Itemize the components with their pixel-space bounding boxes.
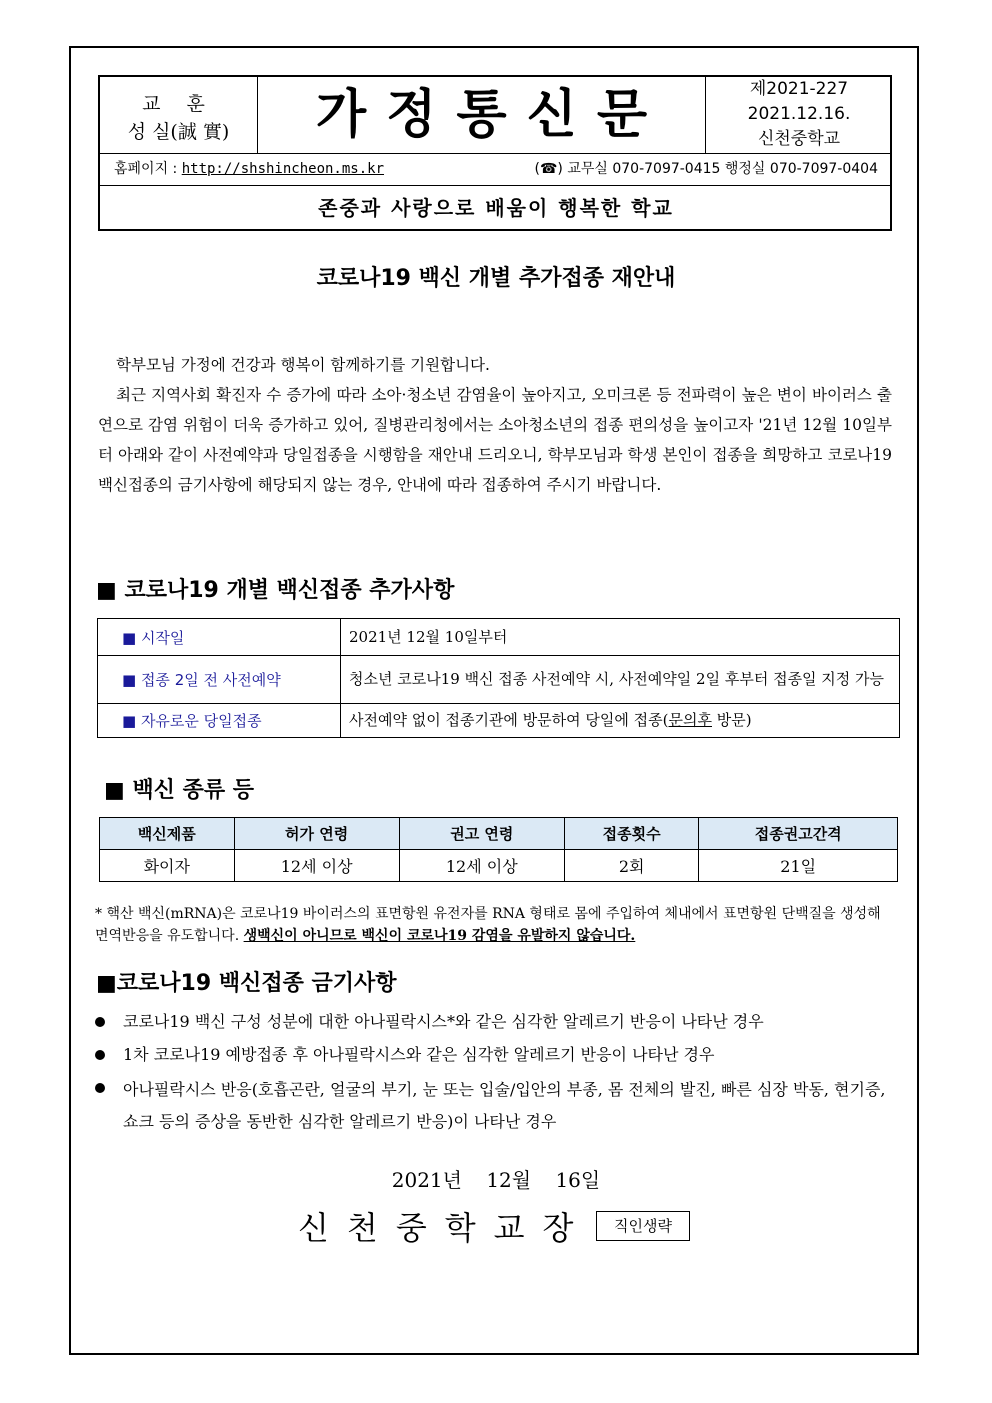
col-header: 권고 연령: [399, 818, 564, 850]
greeting-paragraph: 학부모님 가정에 건강과 행복이 함께하기를 기원합니다.: [116, 356, 490, 374]
document-number: 제2021-227: [749, 79, 849, 99]
note-text: * 핵산 백신(mRNA)은 코로나19 바이러스의 표면항원 유전자를 RNA 형태로 몸에 주입하여 체내에서 표면항원 단백질을 생성해 면역반응을 유도합니다.: [95, 906, 881, 944]
homepage: [114, 154, 384, 185]
row-value: 청소년 코로나19 백신 접종 사전예약 시, 사전예약일 2일 후부터 접종일 지정 가능: [341, 656, 900, 704]
document-meta: [706, 77, 892, 153]
document-date: 2021.12.16.: [747, 104, 851, 124]
homepage-link[interactable]: http://shshincheon.ms.kr: [181, 161, 385, 177]
row-key: ■ 접종 2일 전 사전예약: [98, 656, 341, 704]
table-header-row: [100, 818, 898, 850]
principal-signature: 신천중학교장: [298, 1209, 592, 1247]
newsletter-title: 가정통신문: [258, 77, 706, 153]
list-item: [93, 1074, 898, 1138]
table-row: [98, 619, 900, 656]
bullet-icon: [95, 1017, 105, 1027]
cell: 21일: [699, 850, 898, 882]
intro-text: [98, 350, 892, 500]
bullet-icon: [95, 1050, 105, 1060]
item-text: 아나필락시스 반응(호흡곤란, 얼굴의 부기, 눈 또는 입술/입안의 부종, 몸 전체의 발진, 빠른 심장 박동, 현기증, 쇼크 등의 증상을 동반한 심각한 알레르기 반응)이 나타난 경우: [123, 1080, 886, 1131]
value-underlined: 문의후: [668, 711, 712, 729]
homepage-label: 홈페이지 :: [114, 161, 182, 177]
section-title-contraindications: ■코로나19 백신접종 금기사항: [96, 971, 397, 996]
col-header: 접종권고간격: [699, 818, 898, 850]
cell: 12세 이상: [234, 850, 399, 882]
newsletter-header: [98, 75, 892, 231]
document-title: 코로나19 백신 개별 추가접종 재안내: [316, 266, 676, 291]
col-header: 백신제품: [100, 818, 235, 850]
section-title-vaccine-types: ■ 백신 종류 등: [104, 778, 255, 803]
school-name: 신천중학교: [757, 129, 841, 149]
contraindication-list: [93, 1008, 898, 1144]
school-slogan: 존중과 사랑으로 배움이 행복한 학교: [318, 196, 674, 220]
cell: 2회: [564, 850, 699, 882]
motto-label: 교 훈: [142, 93, 215, 115]
row-value: [341, 704, 900, 738]
seal-omitted: 직인생략: [596, 1211, 690, 1241]
issue-date: 2021년 12월 16일: [391, 1168, 601, 1192]
vaccine-note: [95, 903, 895, 947]
main-paragraph: 최근 지역사회 확진자 수 증가에 따라 소아·청소년 감염율이 높아지고, 오미크론 등 전파력이 높은 변이 바이러스 출연으로 감염 위험이 더욱 증가하고 있어, 질병관리청에서는 소아청소년의 접종 편의성을 높이고자 '21년 12월 10일부터 아래와 같이 사전예약과 당일접종을 시행함을 재안내 드리오니, 학부모님과 학생 본인이 접종을 희망하고 코로나19 백신접종의 금기사항에 해당되지 않는 경우, 안내에 따라 접종하여 주시기 바랍니다.: [98, 386, 892, 494]
note-emphasis: 생백신이 아니므로 백신이 코로나19 감염을 유발하지 않습니다.: [243, 928, 636, 944]
phone-numbers: (☎) 교무실 070-7097-0415 행정실 070-7097-0404: [534, 161, 878, 177]
item-text: 코로나19 백신 구성 성분에 대한 아나필락시스*와 같은 심각한 알레르기 반응이 나타난 경우: [123, 1012, 764, 1031]
value-text: 사전예약 없이 접종기관에 방문하여 당일에 접종(: [349, 711, 669, 729]
item-text: 1차 코로나19 예방접종 후 아나필락시스와 같은 심각한 알레르기 반응이 나타난 경우: [123, 1045, 715, 1064]
row-key: ■ 자유로운 당일접종: [98, 704, 341, 738]
cell: 12세 이상: [399, 850, 564, 882]
value-text-end: 방문): [711, 711, 752, 729]
contact-bar: [100, 153, 892, 186]
list-item: [93, 1041, 898, 1068]
bullet-icon: [95, 1083, 105, 1093]
motto-value: 성 실(誠 實): [127, 121, 230, 143]
list-item: [93, 1008, 898, 1035]
section-title-additional: ■ 코로나19 개별 백신접종 추가사항: [96, 578, 455, 603]
cell: 화이자: [100, 850, 235, 882]
col-header: 허가 연령: [234, 818, 399, 850]
row-value: 2021년 12월 10일부터: [341, 619, 900, 656]
table-row: [100, 850, 898, 882]
col-header: 접종횟수: [564, 818, 699, 850]
table-row: [98, 656, 900, 704]
table-row: [98, 704, 900, 738]
additional-info-table: [97, 618, 900, 738]
school-motto: [100, 77, 258, 153]
vaccine-table: [99, 817, 898, 882]
row-key: ■ 시작일: [98, 619, 341, 656]
